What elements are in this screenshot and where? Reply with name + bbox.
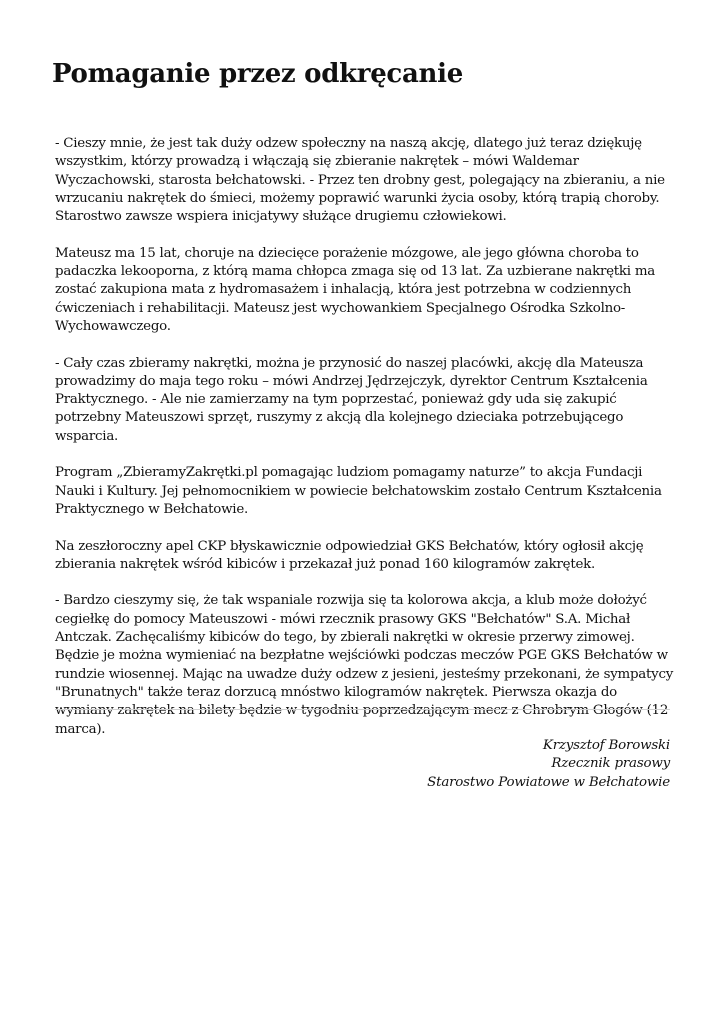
signature-role: Rzecznik prasowy [551, 756, 670, 772]
article-body [55, 135, 675, 757]
signature-organization: Starostwo Powiatowe w Bełchatowie [427, 774, 670, 790]
signature-name: Krzysztof Borowski [542, 738, 670, 753]
paragraph: - Cały czas zbieramy nakrętki, można je przynosić do naszej placówki, akcję dla Mateusza prowadzimy do maja tego roku – mówi Andrzej Jędrzejczyk, dyrektor Centrum Kształcenia Praktycznego. - Ale nie zamierzamy na tym poprzestać, ponieważ gdy uda się zakupić potrzebny Mateuszowi sprzęt, ruszymy z akcją dla kolejnego dzieciaka potrzebującego wsparcia. [55, 355, 648, 444]
paragraph: - Bardzo cieszymy się, że tak wspaniale rozwija się ta kolorowa akcja, a klub może dołożyć cegiełkę do pomocy Mateuszowi - mówi rzecznik prasowy GKS "Bełchatów" S.A. Michał Antczak. Zachęcaliśmy kibiców do tego, by zbierali nakrętki w okresie przerwy zimowej. Będzie je można wymieniać na bezpłatne wejściówki podczas meczów PGE GKS Bełchatów w rundzie wiosennej. Mając na uwadze duży odzew z jesieni, jesteśmy przekonani, że sympatycy "Brunatnych" także teraz dorzucą mnóstwo kilogramów nakrętek. Pierwsza okazja do wymiany zakrętek na bilety będzie w tygodniu poprzedzającym mecz z Chrobrym Głogów (12 marca). [55, 593, 674, 737]
paragraph: Program „ZbieramyZakrętki.pl pomagając ludziom pomagamy naturze” to akcja Fundacji Nauki i Kultury. Jej pełnomocnikiem w powiecie bełchatowskim zostało Centrum Kształcenia Praktycznego w Bełchatowie. [55, 465, 662, 517]
paragraph: Mateusz ma 15 lat, choruje na dziecięce porażenie mózgowe, ale jego główna choroba to padaczka lekooporna, z którą mama chłopca zmaga się od 13 lat. Za uzbierane nakrętki ma zostać zakupiona mata z hydromasażem i inhalacją, która jest potrzebna w codziennych ćwiczeniach i rehabilitacji. Mateusz jest wychowankiem Specjalnego Ośrodka Szkolno-Wychowawczego. [55, 245, 656, 334]
paragraph: Na zeszłoroczny apel CKP błyskawicznie odpowiedział GKS Bełchatów, który ogłosił akcję zbierania nakrętek wśród kibiców i przekazał już ponad 160 kilogramów zakrętek. [55, 538, 644, 572]
page-title: Pomaganie przez odkręcanie [52, 59, 463, 89]
paragraph: - Cieszy mnie, że jest tak duży odzew społeczny na naszą akcję, dlatego już teraz dziękuję wszystkim, którzy prowadzą i włączają się zbieranie nakrętek – mówi Waldemar Wyczachowski, starosta bełchatowski. - Przez ten drobny gest, polegający na zbieraniu, a nie wrzucaniu nakrętek do śmieci, możemy poprawić warunki życia osoby, którą trapią choroby. Starostwo zawsze wspiera inicjatywy służące drugiemu człowiekowi. [55, 136, 665, 225]
divider [55, 709, 670, 710]
signature-block [427, 737, 670, 792]
